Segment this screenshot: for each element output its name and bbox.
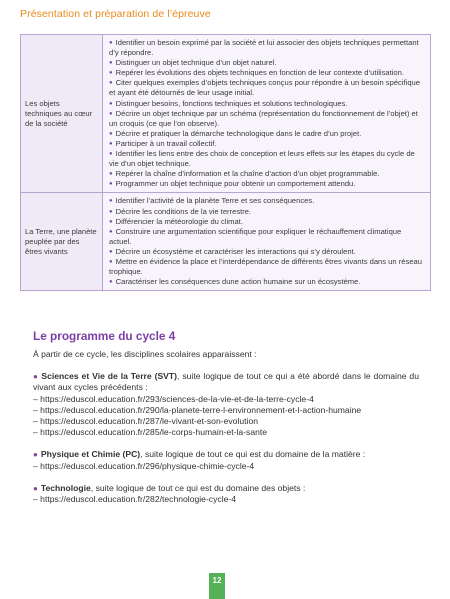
bullet-icon: ● [33,372,39,382]
bullet-icon: ● [109,140,113,147]
list-item: ● Citer quelques exemples d’objets techniques conçus pour répondre à un besoin spécifique et ayant été détournés de leur usage initial. [109,78,420,98]
bullet-icon: ● [33,450,38,460]
list-item: ● Distinguer besoins, fonctions techniques et solutions technologiques. [109,98,348,108]
bullet-icon: ● [109,40,113,46]
link-line[interactable]: – https://eduscol.education.fr/287/le-vivant-et-son-evolution [33,416,258,427]
page-number: 12 [212,576,222,585]
table-row [21,35,431,193]
pc-name: Physique et Chimie (PC) [40,449,141,460]
bullet-icon: ● [109,100,113,107]
list-item: ● Décrire et pratiquer la démarche technologique dans le cadre d’un projet. [109,128,362,138]
running-header: Présentation et préparation de l’épreuve [20,8,211,20]
list-item: ● Identifier un besoin exprimé par la société et lui associer des objets techniques permettant d’y répondre. [109,38,419,58]
list-item: ● Mettre en évidence la place et l’interdépendance de différents êtres vivants dans un réseau trophique. [109,256,422,277]
list-item: ● Décrire un objet technique par un schéma (représentation du fonctionnement de l’objet) et un croquis (ce que l’on observe). [109,108,418,128]
page-number-tab [209,573,225,599]
bullet-icon: ● [109,70,113,77]
techno-paragraph: ● Technologie, suite logique de tout ce qui est du domaine des objets : [33,482,306,493]
list-item: ● Repérer les évolutions des objets techniques en fonction de leur contexte d’utilisation. [109,68,404,78]
section-title: Le programme du cycle 4 [33,329,176,343]
list-item: ● Décrire les conditions de la vie terrestre. [109,206,252,216]
bullet-icon: ● [109,228,113,235]
bullet-icon: ● [109,258,113,265]
bullet-icon: ● [109,60,113,67]
bullet-icon: ● [109,279,113,286]
bullet-icon: ● [109,198,113,205]
bullet-icon: ● [109,151,113,158]
program-table [20,34,431,291]
list-item: ● Différencier la météorologie du climat. [109,216,243,226]
list-item: ● Programmer un objet technique pour obtenir un comportement attendu. [109,179,356,189]
intro-text: À partir de ce cycle, les disciplines scolaires apparaissent : [33,349,257,359]
link-line[interactable]: – https://eduscol.education.fr/293/sciences-de-la-vie-et-de-la-terre-cycle-4 [33,393,314,404]
list-item: ● Identifier l’activité de la planète Terre et ses conséquences. [109,196,315,206]
list-item: ● Participer à un travail collectif. [109,138,217,148]
bullet-icon: ● [109,80,113,87]
pc-paragraph: ● Physique et Chimie (PC), suite logique de tout ce qui est du domaine de la matière : [33,449,366,460]
list-item: ● Identifier les liens entre des choix de conception et leurs effets sur les étapes du cycle de vie d’un objet technique. [109,149,415,169]
bullet-icon: ● [109,218,113,225]
bullet-icon: ● [109,130,113,137]
table-row [21,193,431,291]
bullet-icon: ● [109,171,113,178]
bullet-icon: ● [109,248,113,255]
link-line[interactable]: – https://eduscol.education.fr/290/la-planete-terre-l-environnement-et-l-action-humaine [33,404,362,415]
list-item: ● Décrire un écosystème et caractériser les interactions qui s’y déroulent. [109,246,356,256]
techno-name: Technologie [40,482,91,493]
competences-cell [103,35,431,193]
theme-cell: La Terre, une planète peuplée par des êtres vivants [21,193,103,291]
bullet-icon: ● [109,181,113,188]
section-body [33,349,419,505]
link-line[interactable]: – https://eduscol.education.fr/282/technologie-cycle-4 [33,494,237,505]
bullet-icon: ● [33,483,38,493]
competences-cell [103,193,431,291]
link-line[interactable]: – https://eduscol.education.fr/296/physique-chimie-cycle-4 [33,460,255,471]
competence-list [109,196,425,287]
list-item: ● Distinguer un objet technique d’un objet naturel. [109,58,277,68]
link-line[interactable]: – https://eduscol.education.fr/285/le-corps-humain-et-la-sante [33,427,268,438]
svt-paragraph: ● Sciences et Vie de la Terre (SVT), suite logique de tout ce qui a été abordé dans le domaine du vivant aux cycles précédents : [33,371,419,393]
theme-cell: Les objets techniques au cœur de la société [21,35,103,193]
bullet-icon: ● [109,208,113,215]
bullet-icon: ● [109,110,113,117]
svt-name: Sciences et Vie de la Terre (SVT) [41,371,178,382]
list-item: ● Repérer la chaîne d’information et la chaîne d’action d’un objet programmable. [109,169,380,179]
list-item: ● Caractériser les conséquences dune action humaine sur un écosystème. [109,277,361,287]
competence-list [109,38,425,189]
list-item: ● Construire une argumentation scientifique pour expliquer le réchauffement climatique actuel. [109,226,402,246]
